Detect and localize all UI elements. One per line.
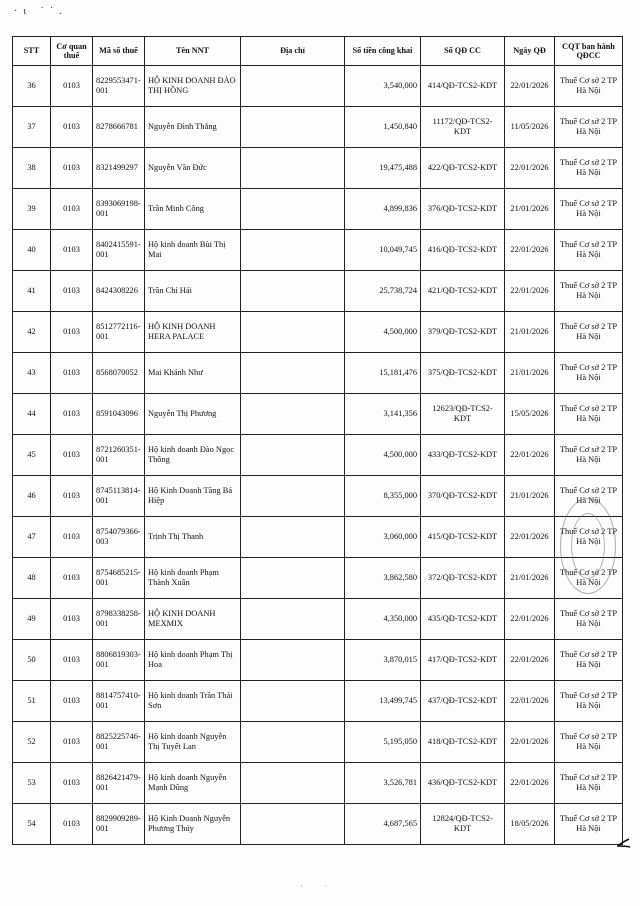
cell-decision-date: 21/01/2026 — [505, 312, 555, 353]
cell-taxpayer-name: Hộ kinh doanh Trần Thái Sơn — [145, 681, 241, 722]
cell-tax-code: 8321499297 — [93, 148, 145, 189]
table-row — [13, 763, 623, 804]
cell-address — [241, 681, 345, 722]
cell-taxpayer-name: Hộ kinh doanh Phạm Thành Xuân — [145, 558, 241, 599]
cell-tax-code: 8721260351-001 — [93, 435, 145, 476]
cell-decision-date: 22/01/2026 — [505, 230, 555, 271]
cell-stt: 50 — [13, 640, 51, 681]
cell-stt: 54 — [13, 804, 51, 845]
cell-decision-date: 22/01/2026 — [505, 148, 555, 189]
cell-issuing-office: Thuế Cơ sở 2 TP Hà Nội — [555, 476, 623, 517]
cell-address — [241, 558, 345, 599]
cell-tax-code: 8814757410-001 — [93, 681, 145, 722]
cell-decision-number: 418/QĐ-TCS2-KDT — [421, 722, 505, 763]
table-row — [13, 353, 623, 394]
cell-tax-code: 8754079366-003 — [93, 517, 145, 558]
cell-issuing-office: Thuế Cơ sở 2 TP Hà Nội — [555, 66, 623, 107]
cell-decision-number: 421/QĐ-TCS2-KDT — [421, 271, 505, 312]
table-row — [13, 148, 623, 189]
cell-tax-office: 0103 — [51, 353, 93, 394]
cell-tax-code: 8424308226 — [93, 271, 145, 312]
cell-stt: 46 — [13, 476, 51, 517]
cell-decision-date: 21/01/2026 — [505, 558, 555, 599]
cell-issuing-office: Thuế Cơ sở 2 TP Hà Nội — [555, 763, 623, 804]
cell-stt: 52 — [13, 722, 51, 763]
cell-taxpayer-name: Mai Khánh Như — [145, 353, 241, 394]
header-stt: STT — [13, 37, 51, 66]
cell-amount: 4,500,000 — [345, 435, 421, 476]
table-row — [13, 517, 623, 558]
cell-tax-office: 0103 — [51, 722, 93, 763]
cell-decision-number: 414/QĐ-TCS2-KDT — [421, 66, 505, 107]
cell-decision-date: 22/01/2026 — [505, 66, 555, 107]
table-row — [13, 107, 623, 148]
table-row — [13, 271, 623, 312]
cell-amount: 1,450,840 — [345, 107, 421, 148]
cell-taxpayer-name: Nguyễn Văn Đức — [145, 148, 241, 189]
cell-tax-code: 8512772116-001 — [93, 312, 145, 353]
cell-taxpayer-name: Hộ Kinh Doanh Tăng Bá Hiệp — [145, 476, 241, 517]
cell-stt: 40 — [13, 230, 51, 271]
cell-stt: 36 — [13, 66, 51, 107]
cell-tax-office: 0103 — [51, 558, 93, 599]
cell-address — [241, 435, 345, 476]
cell-decision-number: 370/QĐ-TCS2-KDT — [421, 476, 505, 517]
cell-tax-office: 0103 — [51, 640, 93, 681]
cell-tax-office: 0103 — [51, 66, 93, 107]
cell-taxpayer-name: HỘ KINH DOANH HERA PALACE — [145, 312, 241, 353]
cell-taxpayer-name: HỘ KINH DOANH MEXMIX — [145, 599, 241, 640]
cell-address — [241, 107, 345, 148]
cell-tax-office: 0103 — [51, 599, 93, 640]
cell-address — [241, 230, 345, 271]
cell-amount: 3,141,356 — [345, 394, 421, 435]
cell-issuing-office: Thuế Cơ sở 2 TP Hà Nội — [555, 312, 623, 353]
table-row — [13, 189, 623, 230]
cell-tax-office: 0103 — [51, 148, 93, 189]
header-issuing-office: CQT ban hành QĐCC — [555, 37, 623, 66]
cell-amount: 19,475,488 — [345, 148, 421, 189]
cell-issuing-office: Thuế Cơ sở 2 TP Hà Nội — [555, 353, 623, 394]
cell-taxpayer-name: HỘ KINH DOANH ĐÀO THỊ HỒNG — [145, 66, 241, 107]
cell-amount: 5,195,050 — [345, 722, 421, 763]
cell-address — [241, 804, 345, 845]
cell-address — [241, 271, 345, 312]
cell-amount: 3,060,000 — [345, 517, 421, 558]
cell-tax-office: 0103 — [51, 312, 93, 353]
cell-taxpayer-name: Nguyễn Đình Thắng — [145, 107, 241, 148]
cell-taxpayer-name: Trần Minh Công — [145, 189, 241, 230]
cell-decision-date: 15/05/2026 — [505, 394, 555, 435]
table-row — [13, 722, 623, 763]
cell-address — [241, 148, 345, 189]
cell-address — [241, 394, 345, 435]
cell-taxpayer-name: Hộ kinh doanh Nguyễn Thị Tuyết Lan — [145, 722, 241, 763]
header-decision-date: Ngày QĐ — [505, 37, 555, 66]
cell-stt: 51 — [13, 681, 51, 722]
official-stamp — [560, 498, 616, 594]
cell-address — [241, 312, 345, 353]
cell-taxpayer-name: Nguyễn Thị Phương — [145, 394, 241, 435]
cell-address — [241, 599, 345, 640]
cell-amount: 10,049,745 — [345, 230, 421, 271]
table-header-row — [13, 37, 623, 66]
cell-issuing-office: Thuế Cơ sở 2 TP Hà Nội — [555, 517, 623, 558]
cell-decision-number: 436/QĐ-TCS2-KDT — [421, 763, 505, 804]
cell-decision-number: 372/QĐ-TCS2-KDT — [421, 558, 505, 599]
cell-issuing-office: Thuế Cơ sở 2 TP Hà Nội — [555, 107, 623, 148]
cell-stt: 49 — [13, 599, 51, 640]
cell-stt: 48 — [13, 558, 51, 599]
cell-amount: 3,526,781 — [345, 763, 421, 804]
cell-tax-office: 0103 — [51, 517, 93, 558]
cell-amount: 4,500,000 — [345, 312, 421, 353]
table-row — [13, 558, 623, 599]
table-row — [13, 640, 623, 681]
cell-tax-office: 0103 — [51, 681, 93, 722]
cell-tax-code: 8806819303-001 — [93, 640, 145, 681]
cell-issuing-office: Thuế Cơ sở 2 TP Hà Nội — [555, 271, 623, 312]
header-amount: Số tiền công khai — [345, 37, 421, 66]
table-row — [13, 599, 623, 640]
cell-decision-number: 417/QĐ-TCS2-KDT — [421, 640, 505, 681]
table-row — [13, 394, 623, 435]
table-row — [13, 681, 623, 722]
cell-address — [241, 66, 345, 107]
cell-tax-code: 8829909289-001 — [93, 804, 145, 845]
taxpayer-table — [12, 36, 623, 845]
cell-issuing-office: Thuế Cơ sở 2 TP Hà Nội — [555, 148, 623, 189]
cell-decision-number: 416/QĐ-TCS2-KDT — [421, 230, 505, 271]
cell-decision-number: 379/QĐ-TCS2-KDT — [421, 312, 505, 353]
cell-decision-date: 11/05/2026 — [505, 107, 555, 148]
cell-address — [241, 763, 345, 804]
cell-decision-number: 12824/QĐ-TCS2-KDT — [421, 804, 505, 845]
cell-tax-code: 8591043096 — [93, 394, 145, 435]
header-tax-office: Cơ quan thuế — [51, 37, 93, 66]
cell-decision-number: 437/QĐ-TCS2-KDT — [421, 681, 505, 722]
cell-issuing-office: Thuế Cơ sở 2 TP Hà Nội — [555, 722, 623, 763]
cell-address — [241, 353, 345, 394]
cell-decision-date: 22/01/2026 — [505, 271, 555, 312]
cell-decision-date: 22/01/2026 — [505, 681, 555, 722]
table-row — [13, 804, 623, 845]
cell-tax-office: 0103 — [51, 476, 93, 517]
cell-tax-office: 0103 — [51, 804, 93, 845]
cell-stt: 53 — [13, 763, 51, 804]
cell-amount: 4,687,565 — [345, 804, 421, 845]
cell-taxpayer-name: Trần Chí Hải — [145, 271, 241, 312]
cell-decision-date: 21/01/2026 — [505, 189, 555, 230]
pen-mark — [617, 838, 631, 848]
cell-taxpayer-name: Trịnh Thị Thanh — [145, 517, 241, 558]
cell-amount: 3,870,015 — [345, 640, 421, 681]
cell-taxpayer-name: Hộ Kinh Doanh Nguyễn Phương Thúy — [145, 804, 241, 845]
cell-issuing-office: Thuế Cơ sở 2 TP Hà Nội — [555, 435, 623, 476]
cell-address — [241, 517, 345, 558]
cell-tax-code: 8754685215-001 — [93, 558, 145, 599]
cell-issuing-office: Thuế Cơ sở 2 TP Hà Nội — [555, 681, 623, 722]
cell-taxpayer-name: Hộ kinh doanh Bùi Thị Mai — [145, 230, 241, 271]
cell-address — [241, 640, 345, 681]
cell-issuing-office: Thuế Cơ sở 2 TP Hà Nội — [555, 558, 623, 599]
cell-decision-number: 11172/QĐ-TCS2-KDT — [421, 107, 505, 148]
cell-decision-date: 22/01/2026 — [505, 640, 555, 681]
cell-address — [241, 189, 345, 230]
cell-decision-number: 12623/QĐ-TCS2-KDT — [421, 394, 505, 435]
header-decision-number: Số QĐ CC — [421, 37, 505, 66]
cell-stt: 42 — [13, 312, 51, 353]
cell-stt: 45 — [13, 435, 51, 476]
cell-stt: 37 — [13, 107, 51, 148]
cell-issuing-office: Thuế Cơ sở 2 TP Hà Nội — [555, 230, 623, 271]
cell-decision-date: 22/01/2026 — [505, 763, 555, 804]
cell-tax-code: 8826421479-001 — [93, 763, 145, 804]
cell-stt: 38 — [13, 148, 51, 189]
cell-stt: 44 — [13, 394, 51, 435]
cell-tax-code: 8278666781 — [93, 107, 145, 148]
cell-decision-number: 422/QĐ-TCS2-KDT — [421, 148, 505, 189]
cell-amount: 4,350,000 — [345, 599, 421, 640]
cell-decision-number: 375/QĐ-TCS2-KDT — [421, 353, 505, 394]
cell-decision-number: 433/QĐ-TCS2-KDT — [421, 435, 505, 476]
cell-issuing-office: Thuế Cơ sở 2 TP Hà Nội — [555, 804, 623, 845]
cell-amount: 15,181,476 — [345, 353, 421, 394]
header-tax-code: Mã số thuế — [93, 37, 145, 66]
cell-tax-code: 8402415591-001 — [93, 230, 145, 271]
table-row — [13, 435, 623, 476]
bottom-dots: · · — [300, 882, 338, 891]
table-row — [13, 66, 623, 107]
table-row — [13, 312, 623, 353]
cell-stt: 47 — [13, 517, 51, 558]
cell-decision-date: 22/01/2026 — [505, 517, 555, 558]
cell-taxpayer-name: Hộ kinh doanh Đào Ngọc Thông — [145, 435, 241, 476]
cell-amount: 13,499,745 — [345, 681, 421, 722]
cell-stt: 39 — [13, 189, 51, 230]
cell-tax-code: 8825225746-001 — [93, 722, 145, 763]
cell-amount: 8,355,000 — [345, 476, 421, 517]
cell-decision-number: 415/QĐ-TCS2-KDT — [421, 517, 505, 558]
cell-decision-date: 18/05/2026 — [505, 804, 555, 845]
cell-tax-code: 8393069198-001 — [93, 189, 145, 230]
cell-decision-number: 376/QĐ-TCS2-KDT — [421, 189, 505, 230]
header-taxpayer-name: Tên NNT — [145, 37, 241, 66]
cell-amount: 3,540,000 — [345, 66, 421, 107]
cell-stt: 43 — [13, 353, 51, 394]
cell-tax-office: 0103 — [51, 394, 93, 435]
cell-decision-date: 22/01/2026 — [505, 599, 555, 640]
cell-address — [241, 476, 345, 517]
cell-decision-date: 22/01/2026 — [505, 722, 555, 763]
cell-decision-date: 21/01/2026 — [505, 476, 555, 517]
cell-taxpayer-name: Hộ kinh doanh Phạm Thị Hoa — [145, 640, 241, 681]
cell-issuing-office: Thuế Cơ sở 2 TP Hà Nội — [555, 394, 623, 435]
cell-tax-code: 8745113814-001 — [93, 476, 145, 517]
cell-issuing-office: Thuế Cơ sở 2 TP Hà Nội — [555, 189, 623, 230]
cell-tax-office: 0103 — [51, 271, 93, 312]
cell-amount: 25,738,724 — [345, 271, 421, 312]
cell-tax-office: 0103 — [51, 107, 93, 148]
table-row — [13, 476, 623, 517]
cell-decision-date: 22/01/2026 — [505, 435, 555, 476]
cell-taxpayer-name: Hộ kinh doanh Nguyễn Mạnh Dũng — [145, 763, 241, 804]
cell-amount: 3,862,580 — [345, 558, 421, 599]
cell-tax-office: 0103 — [51, 763, 93, 804]
cell-amount: 4,899,836 — [345, 189, 421, 230]
cell-tax-code: 8229553471-001 — [93, 66, 145, 107]
header-address: Địa chỉ — [241, 37, 345, 66]
cell-decision-date: 21/01/2026 — [505, 353, 555, 394]
cell-tax-code: 8798338258-001 — [93, 599, 145, 640]
cell-decision-number: 435/QĐ-TCS2-KDT — [421, 599, 505, 640]
cell-tax-office: 0103 — [51, 230, 93, 271]
cell-address — [241, 722, 345, 763]
corner-scan-mark: ·ι ˙˙. — [14, 6, 68, 17]
table-row — [13, 230, 623, 271]
cell-issuing-office: Thuế Cơ sở 2 TP Hà Nội — [555, 640, 623, 681]
cell-tax-office: 0103 — [51, 189, 93, 230]
cell-issuing-office: Thuế Cơ sở 2 TP Hà Nội — [555, 599, 623, 640]
cell-tax-code: 8568070052 — [93, 353, 145, 394]
cell-tax-office: 0103 — [51, 435, 93, 476]
cell-stt: 41 — [13, 271, 51, 312]
